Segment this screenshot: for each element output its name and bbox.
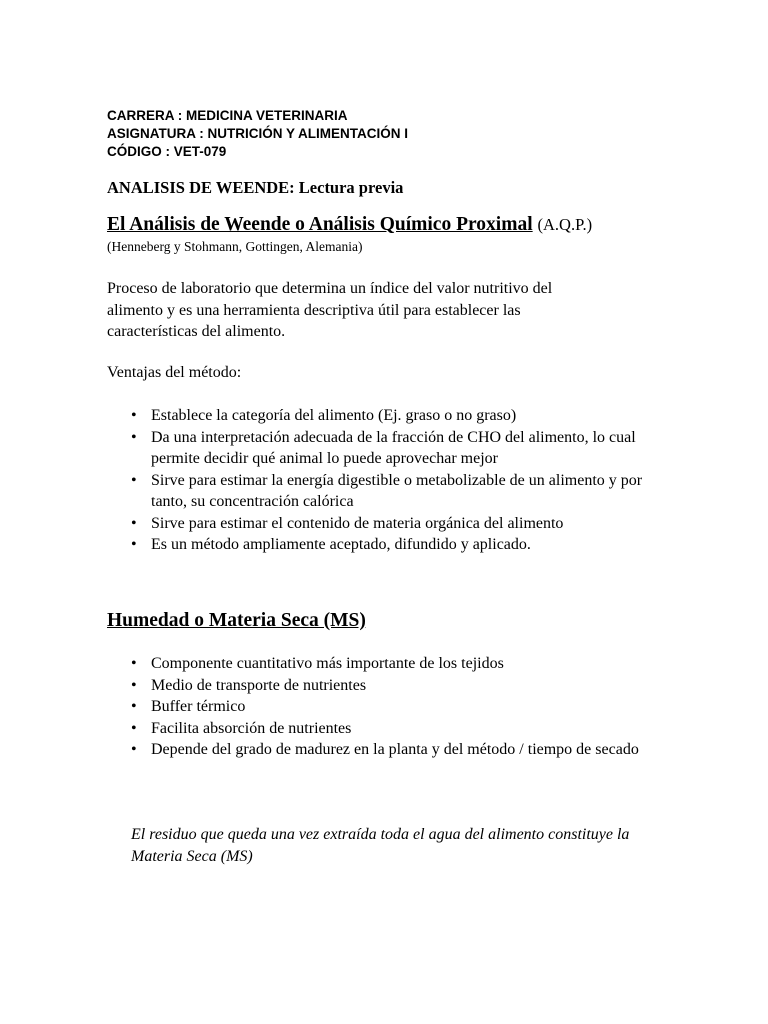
- bullet-icon: •: [131, 655, 137, 672]
- list-item: [131, 675, 661, 697]
- bullet-icon: •: [131, 719, 137, 737]
- list-item: [131, 405, 661, 427]
- list-item: [131, 534, 661, 556]
- document-title: [107, 214, 592, 236]
- humidity-heading: Humedad o Materia Seca (MS): [107, 610, 366, 631]
- list-item: [131, 427, 661, 470]
- bullet-icon: •: [131, 676, 137, 694]
- bullet-icon: •: [131, 741, 137, 758]
- title-reference: (Henneberg y Stohmann, Gottingen, Alemania): [107, 239, 363, 254]
- list-item-text: Depende del grado de madurez en la planta y del método / tiempo de secado: [151, 741, 639, 758]
- bullet-icon: •: [131, 471, 137, 489]
- list-item-text: Establece la categoría del alimento (Ej. graso o no graso): [151, 407, 517, 424]
- list-item-text: Sirve para estimar el contenido de materia orgánica del alimento: [151, 514, 564, 532]
- list-item-text: Facilita absorción de nutrientes: [151, 719, 352, 737]
- course-subject: ASIGNATURA : NUTRICIÓN Y ALIMENTACIÓN I: [107, 126, 408, 141]
- list-item-text: Medio de transporte de nutrientes: [151, 676, 367, 694]
- bullet-icon: •: [131, 514, 137, 532]
- list-item-text: Componente cuantitativo más importante de los tejidos: [151, 655, 504, 672]
- dry-matter-note: El residuo que queda una vez extraída toda el agua del alimento constituye la Materia Seca (MS): [131, 826, 630, 865]
- title-abbreviation: (A.Q.P.): [537, 215, 593, 234]
- list-item: [131, 718, 661, 740]
- advantages-list: [131, 405, 661, 556]
- course-code: CÓDIGO : VET-079: [107, 144, 227, 159]
- humidity-list: [131, 653, 661, 761]
- title-main: El Análisis de Weende o Análisis Químico Proximal: [107, 214, 533, 235]
- bullet-icon: •: [131, 407, 137, 424]
- list-item: [131, 470, 661, 513]
- list-item: [131, 653, 661, 675]
- intro-paragraph: Proceso de laboratorio que determina un índice del valor nutritivo del alimento y es una herramienta descriptiva útil para establecer las características del alimento.: [107, 280, 553, 340]
- course-career: CARRERA : MEDICINA VETERINARIA: [107, 108, 348, 123]
- advantages-label: Ventajas del método:: [107, 364, 242, 381]
- list-item: [131, 513, 661, 535]
- bullet-icon: •: [131, 698, 137, 715]
- list-item: [131, 696, 661, 718]
- bullet-icon: •: [131, 428, 137, 446]
- list-item-text: Da una interpretación adecuada de la fracción de CHO del alimento, lo cual permite decidir qué animal lo puede aprovechar mejor: [151, 428, 636, 467]
- section-label: ANALISIS DE WEENDE: Lectura previa: [107, 178, 404, 197]
- list-item: [131, 739, 661, 761]
- list-item-text: Buffer térmico: [151, 698, 246, 715]
- list-item-text: Sirve para estimar la energía digestible o metabolizable de un alimento y por tanto, su concentración calórica: [151, 471, 643, 510]
- bullet-icon: •: [131, 536, 137, 553]
- list-item-text: Es un método ampliamente aceptado, difundido y aplicado.: [151, 536, 531, 553]
